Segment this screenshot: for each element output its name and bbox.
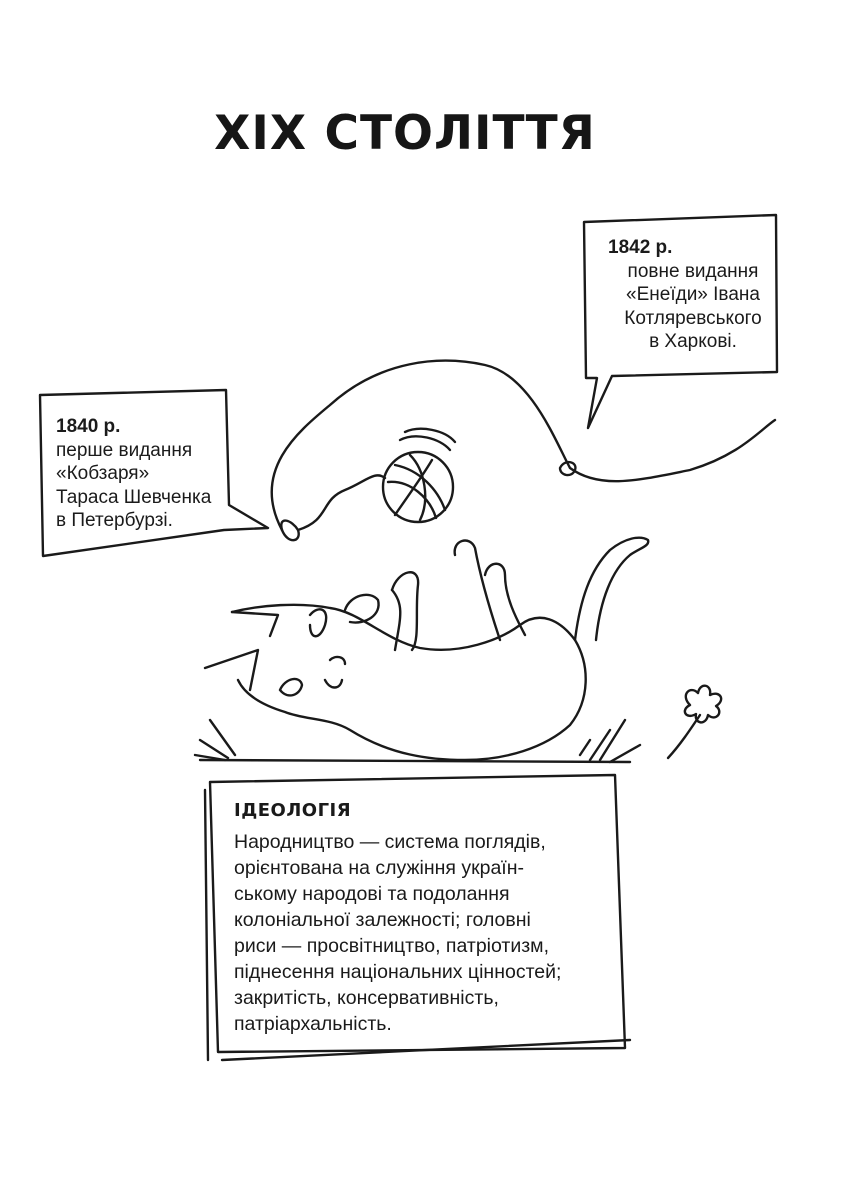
bubble-left-text [56, 415, 246, 533]
ideology-line: ському народові та подолання [234, 883, 510, 905]
bubble-right-line: в Харкові. [649, 331, 737, 352]
cat-tail [575, 538, 648, 640]
yarn-ball-icon [383, 452, 453, 522]
bubble-right-line: повне видання [627, 260, 759, 282]
ideology-line: Народництво — система поглядів, [234, 831, 546, 853]
ideology-text [234, 800, 604, 1037]
bubble-right-line: «Енеїди» Івана [626, 284, 760, 305]
ideology-line: колоніальної залежності; головні [234, 909, 531, 931]
bubble-right-year: 1842 р. [608, 237, 673, 258]
bubble-right-line: Котляревського [624, 307, 762, 329]
flower-icon [685, 686, 721, 723]
ideology-line: патріархальність. [234, 1013, 392, 1035]
bubble-left-line: перше видання [56, 439, 193, 461]
bubble-left-year: 1840 р. [56, 416, 121, 437]
ideology-line: закритість, консервативність, [234, 987, 499, 1009]
ideology-line: піднесення національних цінностей; [234, 961, 562, 983]
bubble-left-line: в Петербурзі. [56, 510, 173, 531]
yarn-string [272, 361, 775, 530]
ideology-line: орієнтована на служіння україн- [234, 857, 524, 879]
bubble-left-line: Тараса Шевченка [56, 486, 212, 508]
ideology-line: риси — просвітництво, патріотизм, [234, 935, 550, 957]
bubble-left-line: «Кобзаря» [56, 463, 150, 484]
ideology-heading: ІДЕОЛОГІЯ [234, 800, 352, 821]
page-title: XIX СТОЛІТТЯ [214, 106, 596, 161]
bubble-right-text [608, 236, 778, 354]
